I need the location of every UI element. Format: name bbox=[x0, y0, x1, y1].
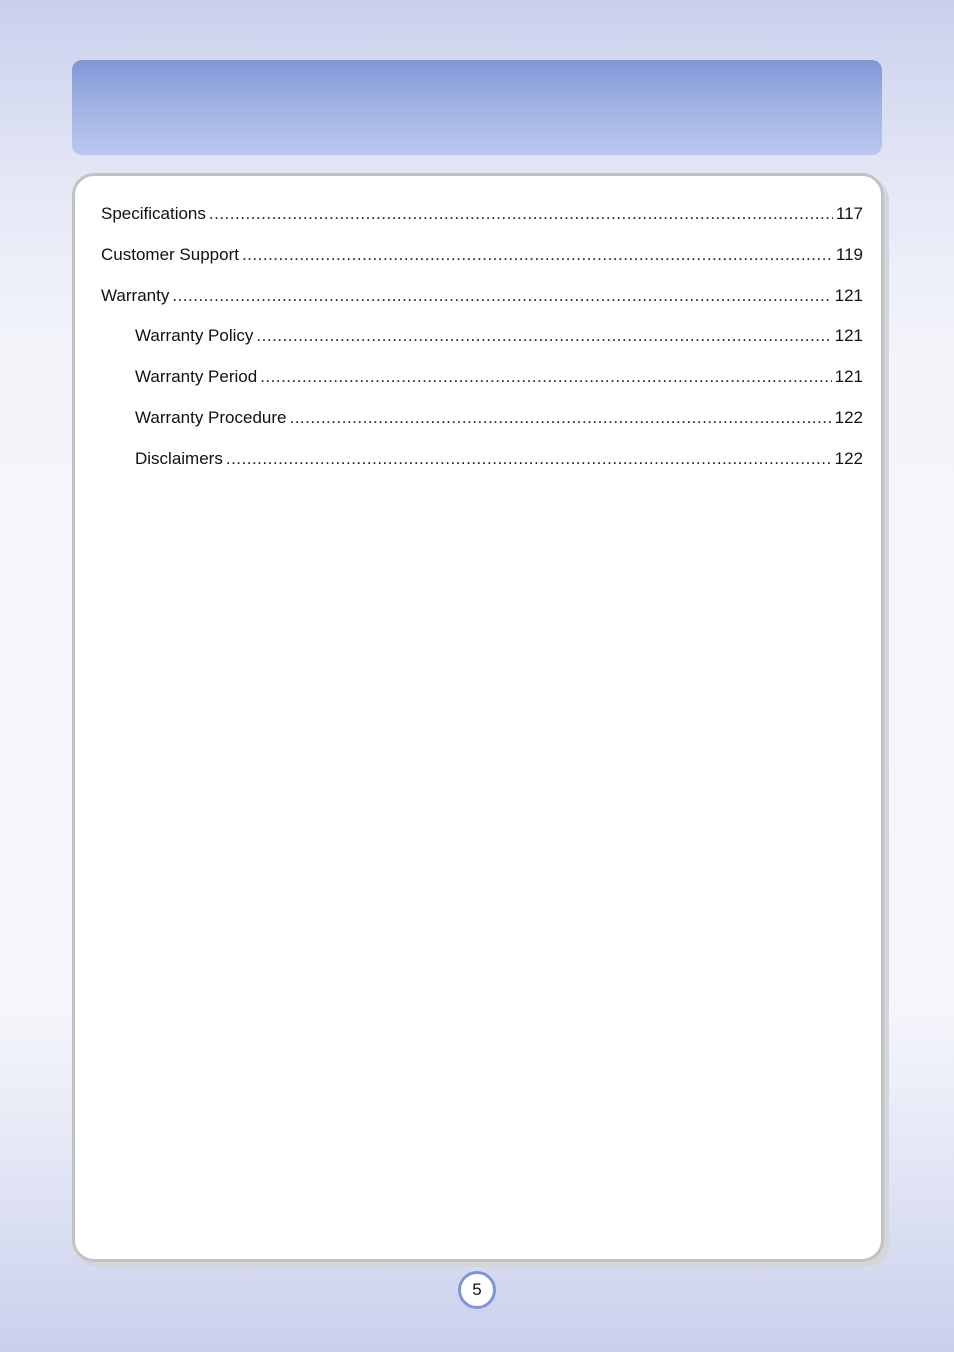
toc-entry-title: Disclaimers bbox=[135, 448, 223, 468]
toc-entry-page: 121 bbox=[834, 326, 863, 346]
toc-dot-leader bbox=[242, 245, 833, 265]
toc-dot-leader bbox=[260, 367, 831, 387]
toc-dot-leader bbox=[256, 326, 831, 346]
toc-entry-page: 121 bbox=[834, 285, 863, 305]
toc-entry-warranty[interactable] bbox=[101, 286, 863, 327]
toc-entry-warranty-procedure[interactable] bbox=[101, 408, 863, 449]
toc-entry-page: 121 bbox=[834, 367, 863, 387]
toc-entry-page: 122 bbox=[834, 407, 863, 427]
toc-entry-disclaimers[interactable] bbox=[101, 449, 863, 490]
page-number: 5 bbox=[472, 1280, 482, 1299]
toc-entry-page: 122 bbox=[834, 448, 863, 468]
table-of-contents bbox=[101, 204, 863, 490]
toc-entry-page: 117 bbox=[835, 204, 863, 223]
content-panel bbox=[72, 173, 884, 1262]
page-number-badge bbox=[458, 1271, 496, 1309]
toc-entry-title: Warranty bbox=[101, 285, 170, 305]
toc-entry-title: Warranty Period bbox=[135, 367, 258, 387]
toc-entry-title: Warranty Procedure bbox=[135, 407, 287, 427]
toc-entry-specifications[interactable] bbox=[101, 204, 863, 245]
toc-dot-leader bbox=[209, 204, 833, 224]
header-banner bbox=[72, 60, 882, 155]
toc-dot-leader bbox=[289, 408, 831, 428]
toc-dot-leader bbox=[226, 449, 832, 469]
toc-entry-customer-support[interactable] bbox=[101, 245, 863, 286]
toc-entry-title: Specifications bbox=[101, 204, 206, 223]
toc-entry-warranty-period[interactable] bbox=[101, 367, 863, 408]
toc-entry-warranty-policy[interactable] bbox=[101, 326, 863, 367]
toc-entry-page: 119 bbox=[835, 244, 863, 264]
toc-dot-leader bbox=[172, 286, 831, 306]
toc-entry-title: Customer Support bbox=[101, 244, 239, 264]
toc-entry-title: Warranty Policy bbox=[135, 326, 254, 346]
